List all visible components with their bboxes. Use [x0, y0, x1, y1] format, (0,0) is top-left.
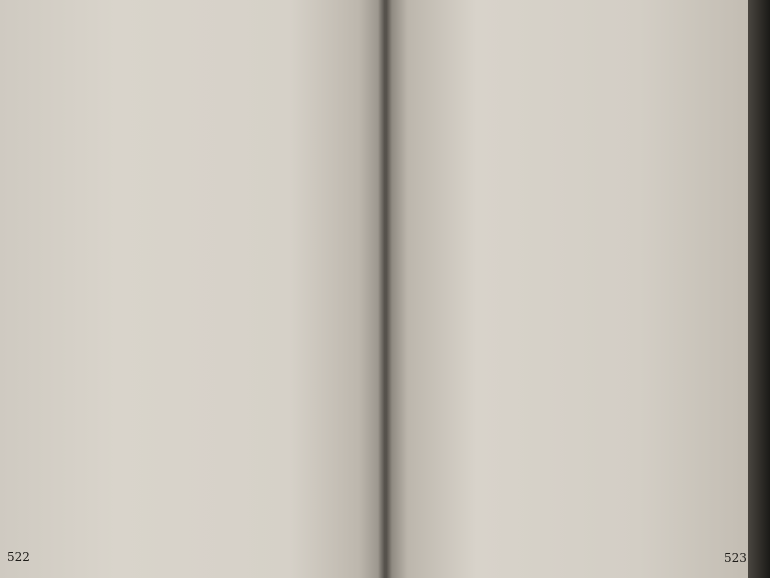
right-page: [386, 0, 748, 578]
right-page-number: 523: [724, 551, 747, 565]
book-gutter: [378, 0, 392, 578]
left-page-number: 522: [7, 550, 30, 564]
background-edge: [748, 0, 770, 578]
